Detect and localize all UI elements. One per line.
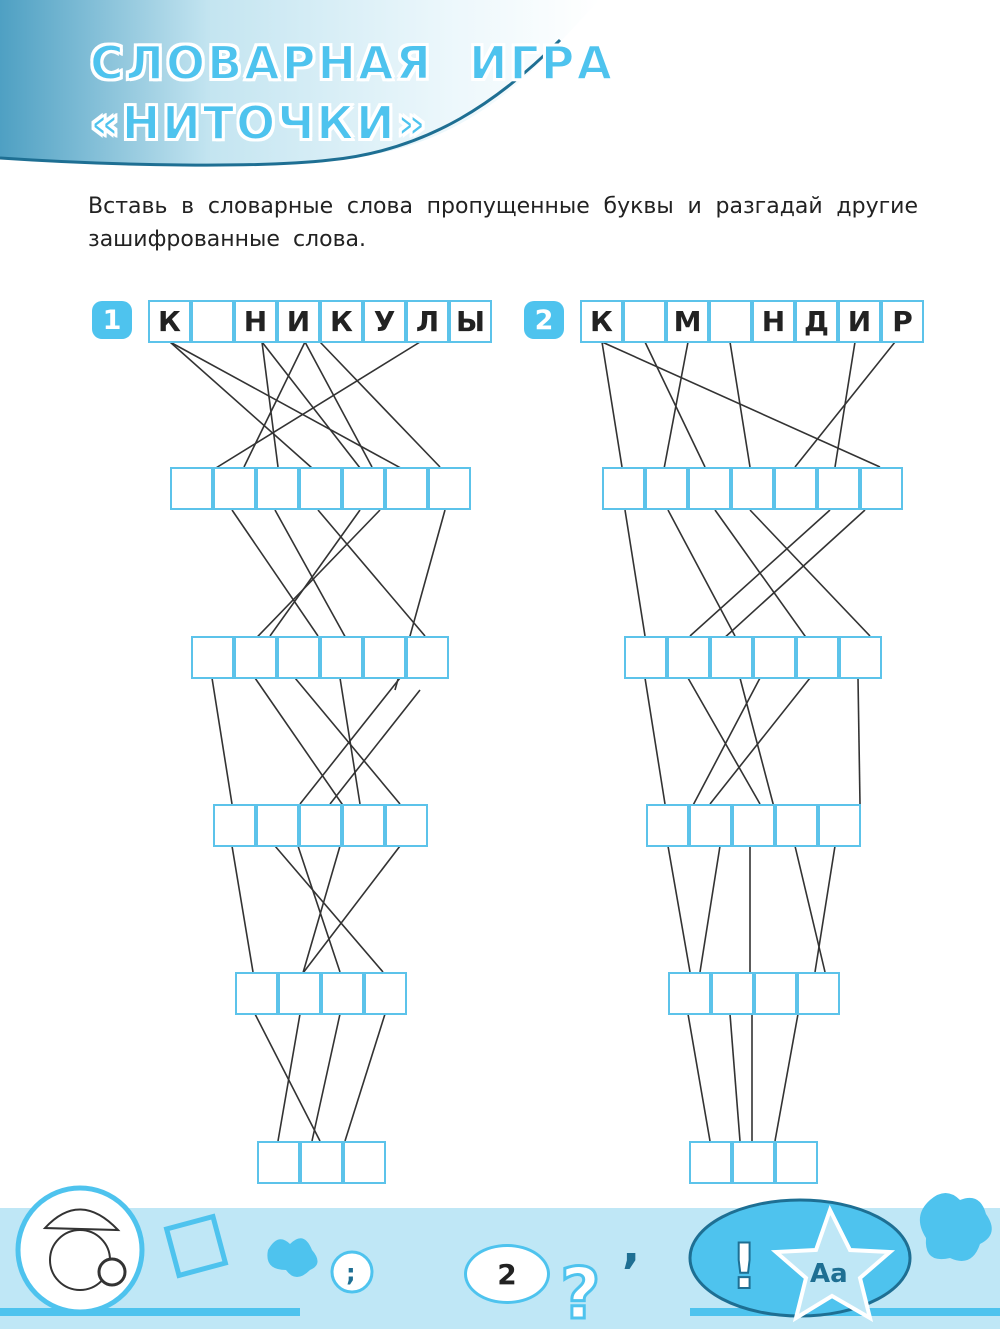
puzzle-2-row-5-cell-3[interactable] bbox=[754, 972, 797, 1015]
svg-text:Aa: Aa bbox=[810, 1259, 848, 1289]
svg-text:,: , bbox=[622, 1218, 641, 1274]
puzzle-1-row-1-cell-7[interactable]: Л bbox=[406, 300, 449, 343]
thread-line bbox=[645, 342, 705, 467]
puzzle-2-row-2-cell-3[interactable] bbox=[688, 467, 731, 510]
puzzle-2-row-1-cell-7[interactable]: И bbox=[838, 300, 881, 343]
puzzle-1-row-1-cell-8[interactable]: Ы bbox=[449, 300, 492, 343]
puzzle-2-row-6-cell-1[interactable] bbox=[689, 1141, 732, 1184]
puzzle-1-number-badge: 1 bbox=[92, 301, 132, 339]
puzzle-2-row-1-cell-5[interactable]: Н bbox=[752, 300, 795, 343]
thread-line bbox=[278, 1014, 300, 1141]
puzzle-1-row-5-cell-2[interactable] bbox=[278, 972, 321, 1015]
svg-text:!: ! bbox=[730, 1230, 759, 1303]
page-title-line-2: «НИТОЧКИ» bbox=[90, 96, 429, 150]
puzzle-1-row-3-cell-6[interactable] bbox=[406, 636, 449, 679]
puzzle-2-row-2-cell-1[interactable] bbox=[602, 467, 645, 510]
thread-line bbox=[232, 846, 253, 972]
puzzle-2-row-2-cell-5[interactable] bbox=[774, 467, 817, 510]
puzzle-2-row-3-cell-4[interactable] bbox=[753, 636, 796, 679]
puzzle-2-row-6-cell-3[interactable] bbox=[775, 1141, 818, 1184]
puzzle-1-row-2-cell-6[interactable] bbox=[385, 467, 428, 510]
puzzle-1-row-1-cell-6[interactable]: У bbox=[363, 300, 406, 343]
thread-line bbox=[715, 510, 815, 650]
puzzle-1-row-3-cell-1[interactable] bbox=[191, 636, 234, 679]
puzzle-2-row-6-cell-2[interactable] bbox=[732, 1141, 775, 1184]
thread-line bbox=[270, 510, 360, 636]
puzzle-2-number-badge: 2 bbox=[524, 301, 564, 339]
thread-line bbox=[244, 342, 305, 467]
svg-text:;: ; bbox=[346, 1259, 356, 1287]
puzzle-1-row-5-cell-3[interactable] bbox=[321, 972, 364, 1015]
thread-line bbox=[668, 510, 735, 636]
puzzle-1-row-4-cell-1[interactable] bbox=[213, 804, 256, 847]
puzzle-1-row-3-cell-2[interactable] bbox=[234, 636, 277, 679]
thread-line bbox=[340, 678, 360, 804]
thread-line bbox=[668, 846, 690, 972]
puzzle-1-row-2-cell-1[interactable] bbox=[170, 467, 213, 510]
puzzle-2-row-4-cell-4[interactable] bbox=[775, 804, 818, 847]
puzzle-2-row-5-cell-2[interactable] bbox=[711, 972, 754, 1015]
puzzle-2-row-1-cell-8[interactable]: Р bbox=[881, 300, 924, 343]
puzzle-1-row-3-cell-4[interactable] bbox=[320, 636, 363, 679]
thread-line bbox=[330, 690, 420, 804]
puzzle-1-row-3-cell-5[interactable] bbox=[363, 636, 406, 679]
puzzle-2-row-3-cell-2[interactable] bbox=[667, 636, 710, 679]
question-mark-icon: ? bbox=[560, 1253, 601, 1329]
instructions-text: Вставь в словарные слова пропущенные буквы и разгадай другие зашифрованные слова. bbox=[88, 194, 918, 252]
puzzle-1-row-2-cell-7[interactable] bbox=[428, 467, 471, 510]
thread-line bbox=[232, 510, 318, 636]
thread-line bbox=[212, 678, 232, 804]
puzzle-1-row-6-cell-3[interactable] bbox=[343, 1141, 386, 1184]
puzzle-2-row-4-cell-2[interactable] bbox=[689, 804, 732, 847]
thread-line bbox=[602, 342, 622, 467]
puzzle-1-row-4-cell-4[interactable] bbox=[342, 804, 385, 847]
puzzle-2-row-3-cell-3[interactable] bbox=[710, 636, 753, 679]
puzzle-1-row-1-cell-2[interactable] bbox=[191, 300, 234, 343]
puzzle-1-row-2-cell-4[interactable] bbox=[299, 467, 342, 510]
thread-line bbox=[795, 342, 895, 467]
puzzle-2-row-3-cell-6[interactable] bbox=[839, 636, 882, 679]
puzzle-2-row-5-cell-4[interactable] bbox=[797, 972, 840, 1015]
page-number: 2 bbox=[464, 1244, 550, 1304]
puzzle-2-row-1-cell-1[interactable]: К bbox=[580, 300, 623, 343]
puzzle-1-row-4-cell-2[interactable] bbox=[256, 804, 299, 847]
puzzle-1-row-4-cell-3[interactable] bbox=[299, 804, 342, 847]
puzzle-1-row-2-cell-5[interactable] bbox=[342, 467, 385, 510]
thread-line bbox=[298, 846, 340, 990]
thread-line bbox=[290, 846, 400, 990]
thread-line bbox=[312, 1014, 340, 1141]
thread-line bbox=[345, 1014, 385, 1141]
puzzle-2-row-1-cell-3[interactable]: М bbox=[666, 300, 709, 343]
puzzle-1-row-1-cell-1[interactable]: К bbox=[148, 300, 191, 343]
puzzle-1-row-3-cell-3[interactable] bbox=[277, 636, 320, 679]
thread-line bbox=[775, 1014, 798, 1141]
puzzle-2-row-3-cell-5[interactable] bbox=[796, 636, 839, 679]
puzzle-2-row-4-cell-5[interactable] bbox=[818, 804, 861, 847]
thread-line bbox=[255, 1014, 320, 1141]
puzzle-1-row-1-cell-4[interactable]: И bbox=[277, 300, 320, 343]
puzzle-2-row-4-cell-1[interactable] bbox=[646, 804, 689, 847]
thread-line bbox=[170, 342, 430, 484]
puzzle-2-row-2-cell-6[interactable] bbox=[817, 467, 860, 510]
thread-line bbox=[710, 678, 810, 804]
puzzle-1-row-2-cell-3[interactable] bbox=[256, 467, 299, 510]
puzzle-2-row-2-cell-4[interactable] bbox=[731, 467, 774, 510]
puzzle-2-row-1-cell-4[interactable] bbox=[709, 300, 752, 343]
puzzle-2-row-2-cell-2[interactable] bbox=[645, 467, 688, 510]
thread-line bbox=[688, 1014, 710, 1141]
thread-line bbox=[815, 846, 835, 972]
puzzle-1-row-5-cell-1[interactable] bbox=[235, 972, 278, 1015]
puzzle-2-row-1-cell-2[interactable] bbox=[623, 300, 666, 343]
thread-line bbox=[700, 846, 720, 972]
puzzle-1-row-2-cell-2[interactable] bbox=[213, 467, 256, 510]
puzzle-2-row-5-cell-1[interactable] bbox=[668, 972, 711, 1015]
thread-line bbox=[795, 846, 825, 972]
thread-line bbox=[858, 678, 860, 804]
thread-line bbox=[645, 678, 665, 804]
puzzle-1-row-6-cell-2[interactable] bbox=[300, 1141, 343, 1184]
thread-line bbox=[730, 1014, 740, 1141]
page-title-line-1: СЛОВАРНАЯ ИГРА bbox=[90, 36, 615, 90]
puzzle-1-row-5-cell-4[interactable] bbox=[364, 972, 407, 1015]
puzzle-1-row-1-cell-3[interactable]: Н bbox=[234, 300, 277, 343]
puzzle-2-row-1-cell-6[interactable]: Д bbox=[795, 300, 838, 343]
puzzle-2-row-3-cell-1[interactable] bbox=[624, 636, 667, 679]
puzzle-2-row-2-cell-7[interactable] bbox=[860, 467, 903, 510]
thread-line bbox=[275, 846, 383, 972]
puzzle-1-row-4-cell-5[interactable] bbox=[385, 804, 428, 847]
puzzle-1-row-1-cell-5[interactable]: К bbox=[320, 300, 363, 343]
puzzle-1-row-6-cell-1[interactable] bbox=[257, 1141, 300, 1184]
thread-line bbox=[625, 510, 645, 636]
puzzle-2-row-4-cell-3[interactable] bbox=[732, 804, 775, 847]
